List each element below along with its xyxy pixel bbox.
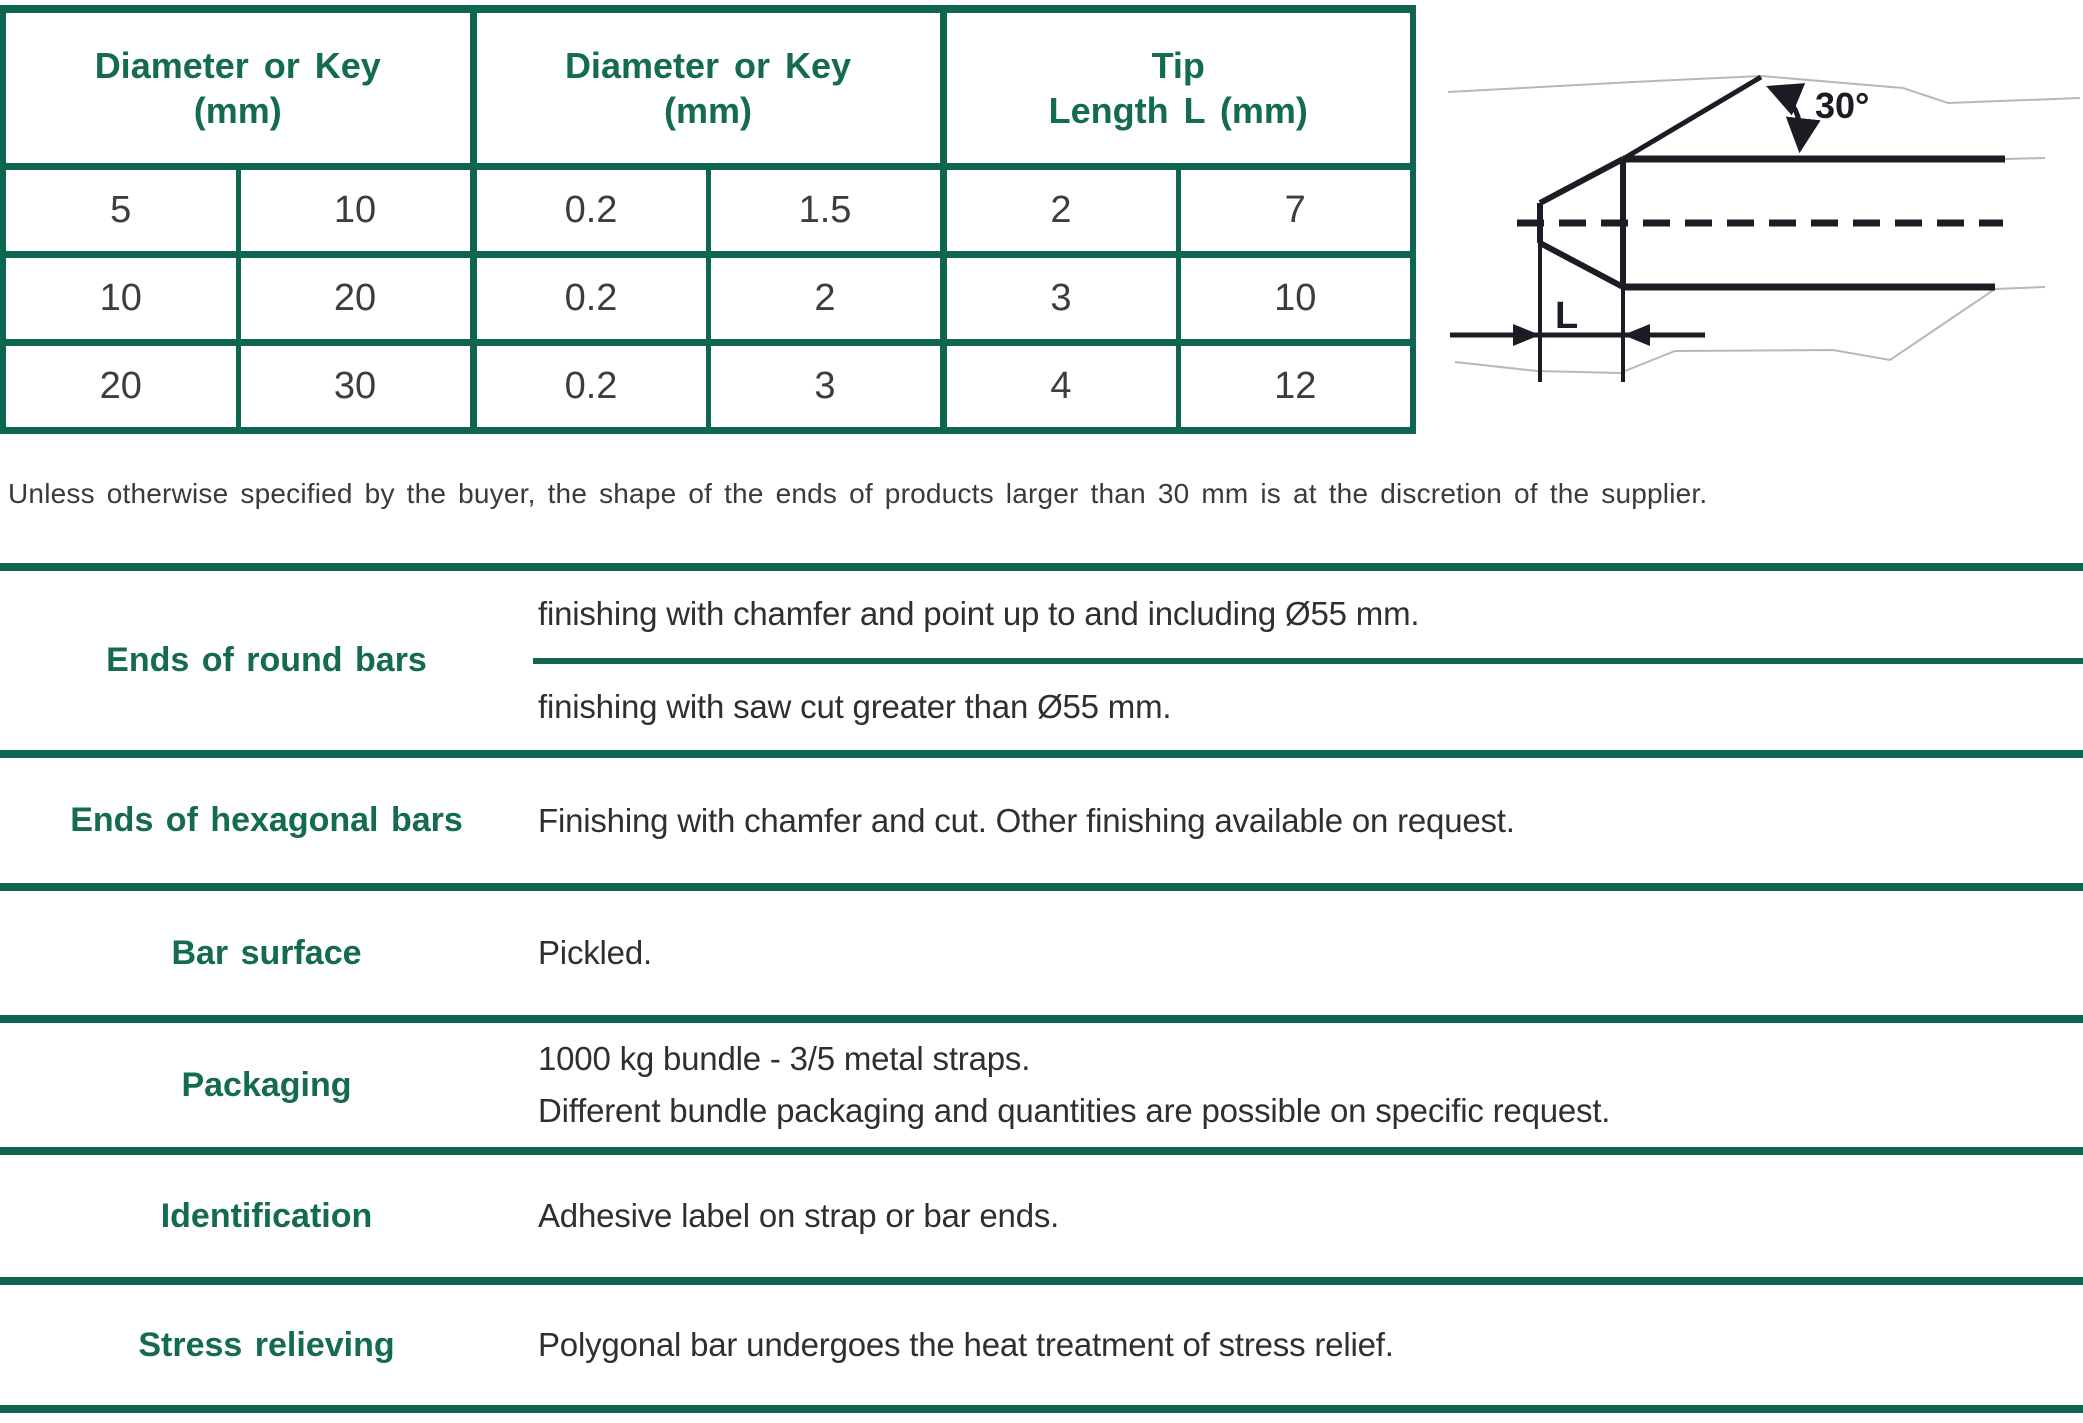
chamfer-top xyxy=(1540,159,1623,203)
header-line: Tip xyxy=(1151,45,1205,86)
spec-value: Different bundle packaging and quantities are possible on specific request. xyxy=(538,1092,1611,1129)
table-cell: 3 xyxy=(943,255,1178,343)
table-cell: 10 xyxy=(1178,255,1413,343)
spec-value: Adhesive label on strap or bar ends. xyxy=(538,1197,1060,1234)
table-cell: 30 xyxy=(238,343,473,431)
header-row xyxy=(3,9,1413,167)
spec-label: Ends of hexagonal bars xyxy=(70,801,463,839)
divider xyxy=(0,1277,2083,1285)
chamfer-bottom xyxy=(1540,243,1623,287)
spec-row-ends-of-hexagonal-bars xyxy=(0,758,2083,883)
header-diameter-2 xyxy=(473,9,943,167)
angle-construction-line xyxy=(1623,77,1761,159)
table-row xyxy=(3,167,1413,255)
table-cell: 1.5 xyxy=(708,167,943,255)
table-row xyxy=(3,255,1413,343)
sketch-line-top xyxy=(1448,76,2080,103)
dimension-table xyxy=(0,5,1416,434)
header-line: (mm) xyxy=(664,90,752,131)
table-cell: 10 xyxy=(238,167,473,255)
table-cell: 20 xyxy=(238,255,473,343)
divider xyxy=(0,883,2083,891)
dimension-arrow-right xyxy=(1623,324,1650,346)
spec-value: Pickled. xyxy=(538,934,652,971)
table-cell: 0.2 xyxy=(473,167,708,255)
divider xyxy=(0,1147,2083,1155)
table-cell: 12 xyxy=(1178,343,1413,431)
angle-label: 30° xyxy=(1815,85,1870,126)
header-line: Diameter or Key xyxy=(94,45,381,86)
spec-value-group xyxy=(533,1023,2083,1147)
table-cell: 20 xyxy=(3,343,238,431)
sketch-line-bottom xyxy=(1455,287,2045,373)
spec-value: finishing with saw cut greater than Ø55 mm. xyxy=(538,687,1172,725)
spec-value: Finishing with chamfer and cut. Other finishing available on request. xyxy=(538,801,1515,839)
spec-value-group xyxy=(533,571,2083,750)
spec-label: Ends of round bars xyxy=(106,641,427,679)
sketch-tail-top xyxy=(2005,158,2045,159)
table-cell: 5 xyxy=(3,167,238,255)
spec-label: Identification xyxy=(160,1196,373,1235)
spec-table xyxy=(0,563,2083,1413)
spec-label: Stress relieving xyxy=(138,1325,395,1364)
dimension-arrow-left xyxy=(1513,324,1540,346)
header-tip-length xyxy=(943,9,1413,167)
angle-arc xyxy=(1771,88,1801,148)
divider xyxy=(0,1405,2083,1413)
table-cell: 0.2 xyxy=(473,343,708,431)
table-cell: 10 xyxy=(3,255,238,343)
spec-value: finishing with chamfer and point up to and including Ø55 mm. xyxy=(538,595,1420,633)
spec-row-packaging xyxy=(0,1023,2083,1147)
table-cell: 2 xyxy=(943,167,1178,255)
divider xyxy=(0,563,2083,571)
table-cell: 3 xyxy=(708,343,943,431)
table-cell: 7 xyxy=(1178,167,1413,255)
spec-value: 1000 kg bundle - 3/5 metal straps. xyxy=(538,1040,1031,1077)
header-diameter-1 xyxy=(3,9,473,167)
header-line: (mm) xyxy=(193,90,282,131)
spec-row-stress-relieving xyxy=(0,1285,2083,1405)
note-text: Unless otherwise specified by the buyer, the shape of the ends of products larger than 30 mm is at the discretion of the supplier. xyxy=(8,478,1708,509)
table-cell: 2 xyxy=(708,255,943,343)
tip-diagram xyxy=(1443,0,2083,470)
spec-label: Packaging xyxy=(181,1065,352,1104)
table-row xyxy=(3,343,1413,431)
spec-row-bar-surface xyxy=(0,891,2083,1015)
spec-value: Polygonal bar undergoes the heat treatment of stress relief. xyxy=(538,1326,1394,1363)
table-cell: 0.2 xyxy=(473,255,708,343)
length-label: L xyxy=(1555,295,1579,337)
spec-row-ends-of-round-bars xyxy=(0,571,2083,750)
header-line: Diameter or Key xyxy=(564,45,852,86)
divider xyxy=(0,750,2083,758)
table-cell: 4 xyxy=(943,343,1178,431)
spec-row-identification xyxy=(0,1155,2083,1277)
header-line: Length L (mm) xyxy=(1048,90,1308,131)
spec-label: Bar surface xyxy=(171,933,362,972)
divider xyxy=(0,1015,2083,1023)
